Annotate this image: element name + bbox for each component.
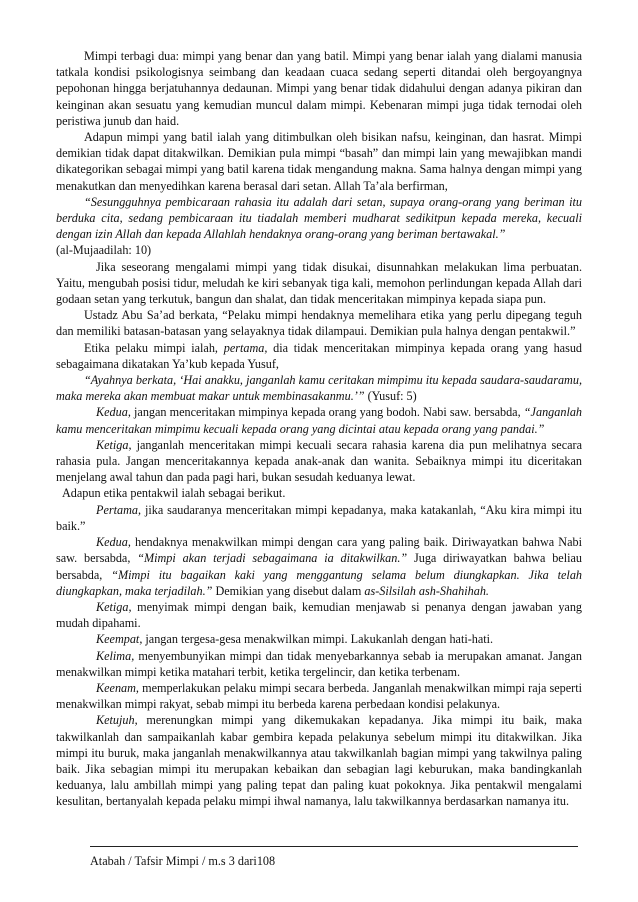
paragraph: Ketiga, janganlah menceritakan mimpi kecuali secara rahasia karena dia pun melihatnya secara rahasia pula. Jangan menceritakannya kepada anak-anak dan wanita. Sebaiknya mimpi itu diceritakan menjelang awal tahun dan pada pagi hari, bukan sesudah keduanya lewat. [56,437,582,485]
footer-divider [90,846,578,847]
footer-text: Atabah / Tafsir Mimpi / m.s 3 dari108 [90,854,276,868]
paragraph: Kedua, hendaknya menakwilkan mimpi dengan cara yang paling baik. Diriwayatkan bahwa Nabi saw. bersabda, “Mimpi akan terjadi sebagaimana ia ditakwilkan.” Juga diriwayatkan bahwa beliau bersabda, “Mimpi itu bagaikan kaki yang menggantung selama belum diungkapkan. Jika telah diungkapkan, maka terjadilah.” Demikian yang disebut dalam as-Silsilah ash-Shahihah. [56,535,583,598]
paragraph: Etika pelaku mimpi ialah, pertama, dia tidak menceritakan mimpinya kepada orang yang hasud sebagaimana dikatakan Ya’kub kepada Yusuf, [56,340,583,371]
paragraph: Jika seseorang mengalami mimpi yang tidak disukai, disunnahkan melakukan lima perbuatan. Yaitu, mengubah posisi tidur, meludah ke kiri sebanyak tiga kali, memohon perlindungan kepada Allah dari godaan setan yang terkutuk, bangun dan shalat, dan tidak menceritakan mimpinya kepada siapa pun. [56,259,582,307]
quote-reference: (al-Mujaadilah: 10) [56,243,152,258]
paragraph: Mimpi terbagi dua: mimpi yang benar dan yang batil. Mimpi yang benar ialah yang dialami manusia tatkala kondisi psikologisnya seimbang dan keadaan cuaca sedang seperti ditandai oleh bergoyangnya pepohonan hingga berjatuhannya dedaunan. Mimpi yang benar tidak didahului dengan adanya pikiran dan keinginan akan sesuatu yang kemudian muncul dalam mimpi. Kebenaran mimpi juga tidak ternodai oleh peristiwa junub dan haid. [56,49,582,128]
paragraph: Ketujuh, merenungkan mimpi yang dikemukakan kepadanya. Jika mimpi itu baik, maka takwilkanlah dan sampaikanlah kabar gembira kepada pelakunya sebelum mimpi itu ditakwilkan. Jika mimpi itu buruk, maka janganlah menakwilkannya atau takwilkanlah bagian mimpi yang takwilnya paling baik. Jika sebagian mimpi itu merupakan kebaikan dan sebagian lagi keburukan, maka bandingkanlah keduanya, lalu ambillah mimpi yang paling tepat dan paling kuat pokoknya. Jika pentakwil mengalami kesulitan, bertanyalah kepada pelaku mimpi ihwal namanya, lalu takwilkannya berdasarkan namanya itu. [56,713,583,809]
paragraph: Ketiga, menyimak mimpi dengan baik, kemudian menjawab si penanya dengan jawaban yang mudah dipahami. [56,599,583,631]
paragraph: Keempat, jangan tergesa-gesa menakwilkan mimpi. Lakukanlah dengan hati-hati. [96,632,494,647]
paragraph: Kelima, menyembunyikan mimpi dan tidak menyebarkannya sebab ia merupakan amanat. Jangan menakwilkan mimpi ketika matahari terbit, ketika tergelincir, dan ketika terbenam. [56,648,582,679]
document-body [56,48,582,810]
quran-quote: “Sesungguhnya pembicaraan rahasia itu adalah dari setan, supaya orang-orang yang beriman itu berduka cita, sedang pembicaraan itu tiadalah memberi mudharat sedikitpun kepada mereka, kecuali dengan izin Allah dan kepada Allahlah hendaknya orang-orang yang beriman bertawakal.” [56,194,582,242]
paragraph: Adapun etika pentakwil ialah sebagai berikut. [62,486,286,501]
paragraph: Kedua, jangan menceritakan mimpinya kepada orang yang bodoh. Nabi saw. bersabda, “Janganlah kamu menceritakan mimpimu kecuali kepada orang yang dicintai atau kepada orang yang pandai.” [56,405,583,436]
paragraph: Pertama, jika saudaranya menceritakan mimpi kepadanya, maka katakanlah, “Aku kira mimpi itu baik.” [56,502,583,533]
paragraph: Adapun mimpi yang batil ialah yang ditimbulkan oleh bisikan nafsu, keinginan, dan hasrat. Mimpi demikian tidak dapat ditakwilkan. Demikian pula mimpi “basah” dan mimpi lain yang mewajibkan mandi dikategorikan sebagai mimpi yang batil karena tidak mengandung makna. Sama halnya dengan mimpi yang menakutkan dan menyedihkan karena berasal dari setan. Allah Ta’ala berfirman, [56,130,582,193]
page-footer [90,846,578,869]
paragraph: Keenam, memperlakukan pelaku mimpi secara berbeda. Janganlah menakwilkan mimpi raja seperti menakwilkan mimpi rakyat, sebab mimpi itu berbeda karena perbedaan kondisi pelakunya. [56,680,583,712]
paragraph: Ustadz Abu Sa’ad berkata, “Pelaku mimpi hendaknya memelihara etika yang perlu dipegang teguh dan memiliki batasan-batasan yang selayaknya tidak dilampaui. Demikian pula halnya dengan pentakwil.” [56,308,582,339]
quran-quote: “Ayahnya berkata, ‘Hai anakku, janganlah kamu ceritakan mimpimu itu kepada saudara-saudaramu, maka mereka akan membuat makar untuk membinasakanmu.’” (Yusuf: 5) [56,373,582,404]
